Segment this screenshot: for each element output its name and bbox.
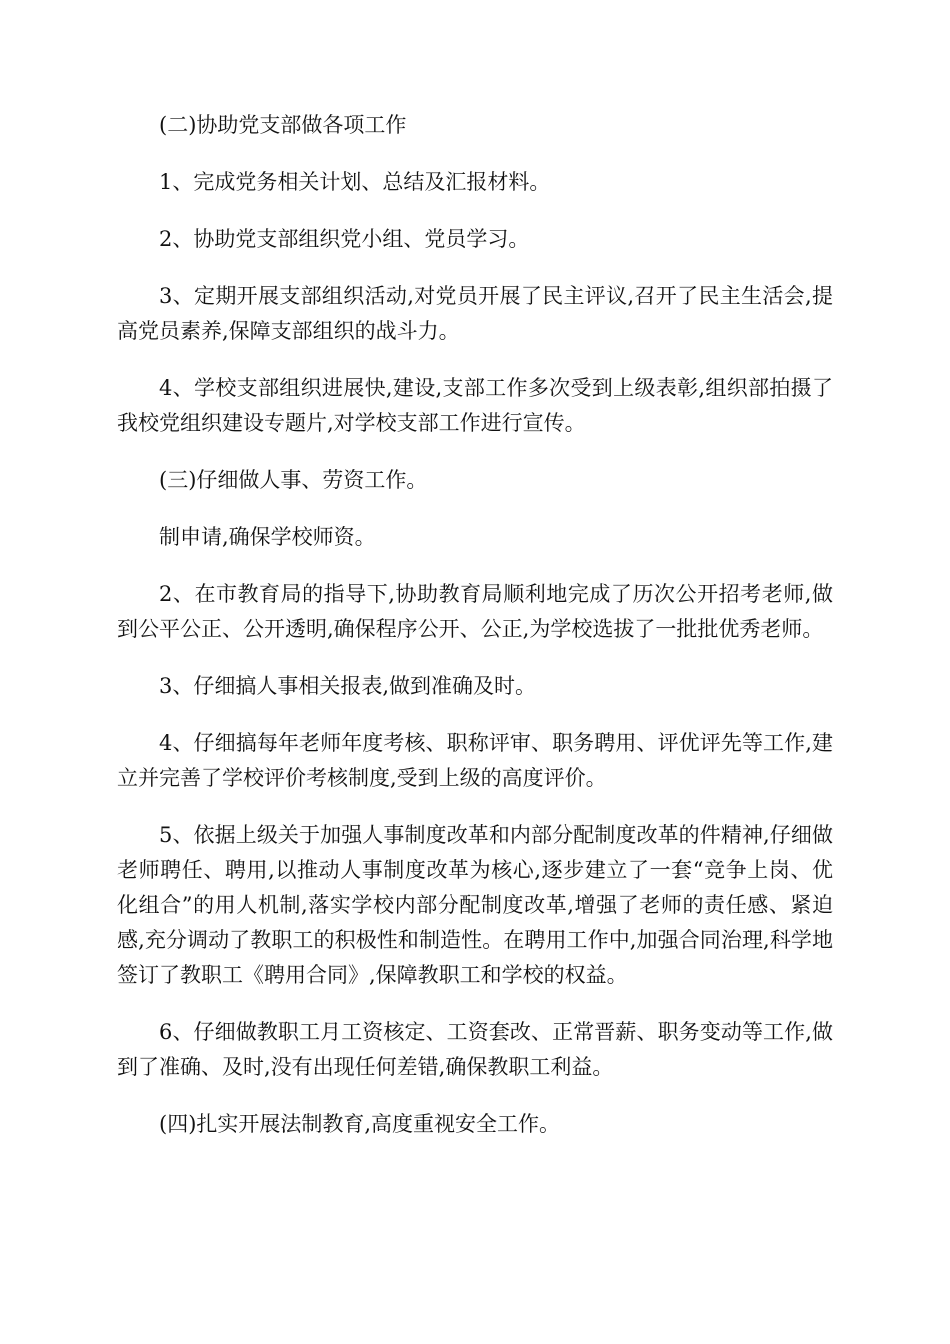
section-heading-3: (三)仔细做人事、劳资工作。 [159,468,428,492]
paragraph-item-6b: 6、仔细做教职工月工资核定、工资套改、正常晋薪、职务变动等工作,做到了准确、及时,没有出现任何差错,确保教职工利益。 [117,1020,833,1079]
paragraph-item-2: 2、协助党支部组织党小组、党员学习。 [159,227,530,251]
paragraph-item-1: 1、完成党务相关计划、总结及汇报材料。 [159,170,551,194]
paragraph-item-3b: 3、仔细搞人事相关报表,做到准确及时。 [159,674,537,698]
paragraph-item-5b: 5、依据上级关于加强人事制度改革和内部分配制度改革的件精神,仔细做老师聘任、聘用,以推动人事制度改革为核心,逐步建立了一套“竞争上岗、优化组合”的用人机制,落实学校内部分配制度改革,增强了老师的责任感、紧迫感,充分调动了教职工的积极性和制造性。在聘用工作中,加强合同治理,科学地签订了教职工《聘用合同》,保障教职工和学校的权益。 [117,823,833,987]
document-body [117,108,833,1164]
section-heading-2: (二)协助党支部做各项工作 [159,113,407,137]
paragraph-item-2b: 2、在市教育局的指导下,协助教育局顺利地完成了历次公开招考老师,做到公平公正、公开透明,确保程序公开、公正,为学校选拔了一批批优秀老师。 [117,582,833,641]
paragraph-item-4b: 4、仔细搞每年老师年度考核、职称评审、职务聘用、评优评先等工作,建立并完善了学校评价考核制度,受到上级的高度评价。 [117,731,833,790]
section-heading-4: (四)扎实开展法制教育,高度重视安全工作。 [159,1112,561,1136]
paragraph-fragment: 制申请,确保学校师资。 [159,525,376,549]
paragraph-item-4: 4、学校支部组织进展快,建设,支部工作多次受到上级表彰,组织部拍摄了我校党组织建设专题片,对学校支部工作进行宣传。 [117,376,833,435]
paragraph-item-3: 3、定期开展支部组织活动,对党员开展了民主评议,召开了民主生活会,提高党员素养,保障支部组织的战斗力。 [117,284,833,343]
